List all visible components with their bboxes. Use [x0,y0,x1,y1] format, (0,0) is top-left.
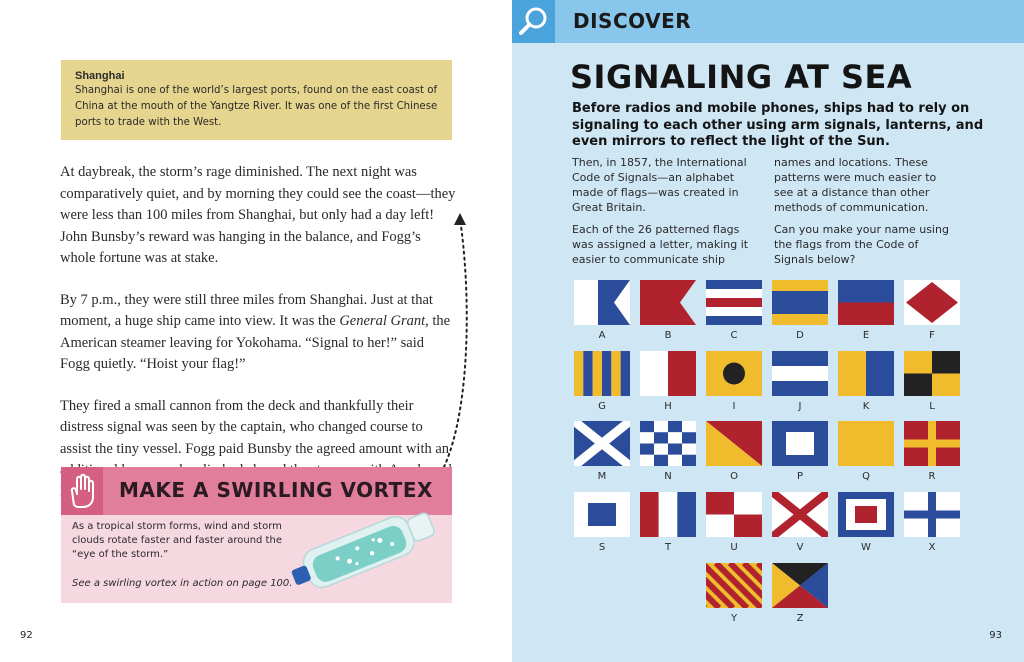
flag-label-y: Y [730,613,738,624]
flag-i [706,351,762,396]
flag-label-g: G [598,401,606,412]
flag-w [838,492,894,537]
flag-q [838,421,894,466]
flag-m [574,421,630,466]
flag-g [574,351,630,396]
story-paragraph-2 [60,290,456,376]
col2-paragraph-2: Can you make your name using the flags from the Code of Signals below? [774,223,949,266]
flag-label-i: I [732,401,736,412]
flag-label-f: F [929,330,935,341]
factbox-text: Shanghai is one of the world’s largest ports, found on the east coast of China at the mouth of the Yangtze River. It was one of the first Chinese ports to trade with the West. [75,85,438,128]
flag-j [772,351,828,396]
flag-t [640,492,696,537]
flag-label-e: E [862,330,870,341]
signal-flags-grid [512,0,1024,662]
flag-s [574,492,630,537]
flag-l [904,351,960,396]
flag-label-p: P [796,471,804,482]
flag-label-b: B [664,330,672,341]
flag-label-u: U [730,542,738,553]
vortex-title: MAKE A SWIRLING VORTEX [119,478,433,502]
flag-k [838,351,894,396]
flag-label-r: R [928,471,936,482]
flag-label-s: S [598,542,606,553]
factbox-title: Shanghai [75,70,125,82]
flag-label-t: T [664,542,672,553]
vortex-text: As a tropical storm forms, wind and storm clouds rotate faster and faster around the “eye of the storm.” [72,521,282,560]
right-page [512,0,1024,662]
page-number-right: 93 [989,630,1002,641]
flag-o [706,421,762,466]
flag-label-q: Q [862,471,870,482]
flag-e [838,280,894,325]
col1-paragraph-2: Each of the 26 patterned flags was assigned a letter, making it easier to communicate ship [572,223,749,266]
shanghai-factbox [61,60,452,140]
story-paragraph-3: They fired a small cannon from the deck and thankfully their distress signal was seen by the captain, who changed course to assist the tiny vessel. Fogg paid Bunsby the agreed amount with an [60,397,450,457]
flag-h [640,351,696,396]
headline: SIGNALING AT SEA [570,58,913,96]
flag-d [772,280,828,325]
flag-label-k: K [862,401,870,412]
flag-b [640,280,696,325]
flag-label-w: W [861,542,871,553]
flag-label-x: X [928,542,936,553]
bottle-illustration [287,497,455,593]
intro-text: Before radios and mobile phones, ships had to rely on signaling to each other using arm signals, lanterns, and even mirrors to reflect the light of the Sun. [572,101,984,149]
hand-icon [61,467,103,515]
flag-label-j: J [798,401,802,412]
flag-p [772,421,828,466]
vortex-page-reference: See a swirling vortex in action on page 100. [72,578,293,589]
story-p2-end: , the American steamer leaving for Yokohama. “Signal to her!” said Fogg quietly. “Hoist your flag!” [60,313,451,372]
ship-name: General Grant [339,313,426,329]
flag-label-v: V [796,542,804,553]
col2-paragraph-1: names and locations. These patterns were much easier to see at a distance than other methods of communication. [774,156,937,214]
page-number-left: 92 [20,630,33,641]
col1-paragraph-1: Then, in 1857, the International Code of Signals—an alphabet made of flags—was created in Great Britain. [572,156,747,214]
discover-label: DISCOVER [573,9,692,33]
flag-label-z: Z [796,613,804,624]
flag-label-l: L [929,401,935,412]
dotted-arrow [440,205,480,470]
flag-label-m: M [597,471,607,482]
flag-label-n: N [664,471,672,482]
story-p2-start: By 7 p.m., they were still three miles from Shanghai. Just at that moment, a huge ship came into view. It was the [60,291,433,329]
flag-label-o: O [730,471,738,482]
flag-n [640,421,696,466]
vortex-activity-box [61,467,452,603]
flag-a [574,280,630,325]
flag-label-d: D [796,330,804,341]
story-paragraph-1: At daybreak, the storm’s rage diminished. The next night was comparatively quiet, and by morning they could see the coast—they were less than 100 miles from Shanghai, but only had a day left! John Bunsby’s reward was hanging in the balance, and Fogg’s whole fortune was at stake. [60,164,456,266]
flag-label-h: H [664,401,672,412]
flag-label-a: A [598,330,606,341]
flag-v [772,492,828,537]
flag-x [904,492,960,537]
flag-label-c: C [730,330,738,341]
flag-u [706,492,762,537]
flag-r [904,421,960,466]
flag-c [706,280,762,325]
flag-z [772,563,828,608]
flag-f [904,280,960,325]
